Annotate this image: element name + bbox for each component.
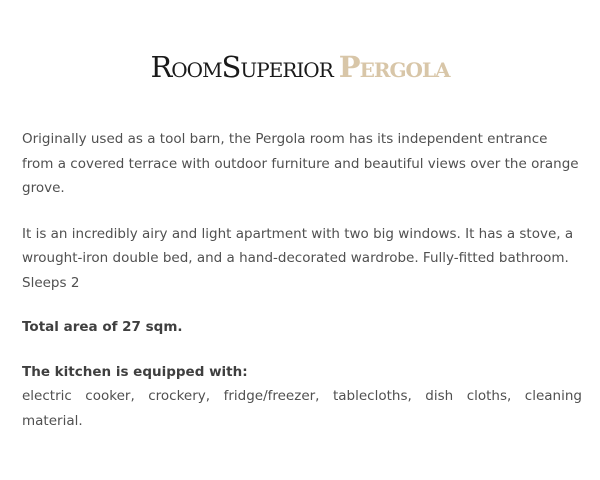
room-description bbox=[22, 127, 582, 433]
page-title bbox=[0, 50, 600, 84]
total-area: Total area of 27 sqm. bbox=[22, 319, 183, 335]
description-paragraph-2: It is an incredibly airy and light apartment with two big windows. It has a stove, a wrought-iron double bed, and a hand-decorated wardrobe. Fully-fitted bathroom. Sleeps 2 bbox=[22, 225, 574, 291]
kitchen-heading: The kitchen is equipped with: bbox=[22, 363, 248, 380]
title-main: RoomSuperior bbox=[150, 50, 333, 84]
kitchen-items: electric cooker, crockery, fridge/freezer, tablecloths, dish cloths, cleaning material. bbox=[22, 388, 582, 429]
description-paragraph-1: Originally used as a tool barn, the Pergola room has its independent entrance from a covered terrace with outdoor furniture and beautiful views over the orange grove. bbox=[22, 131, 579, 196]
title-accent: Pergola bbox=[338, 50, 450, 84]
